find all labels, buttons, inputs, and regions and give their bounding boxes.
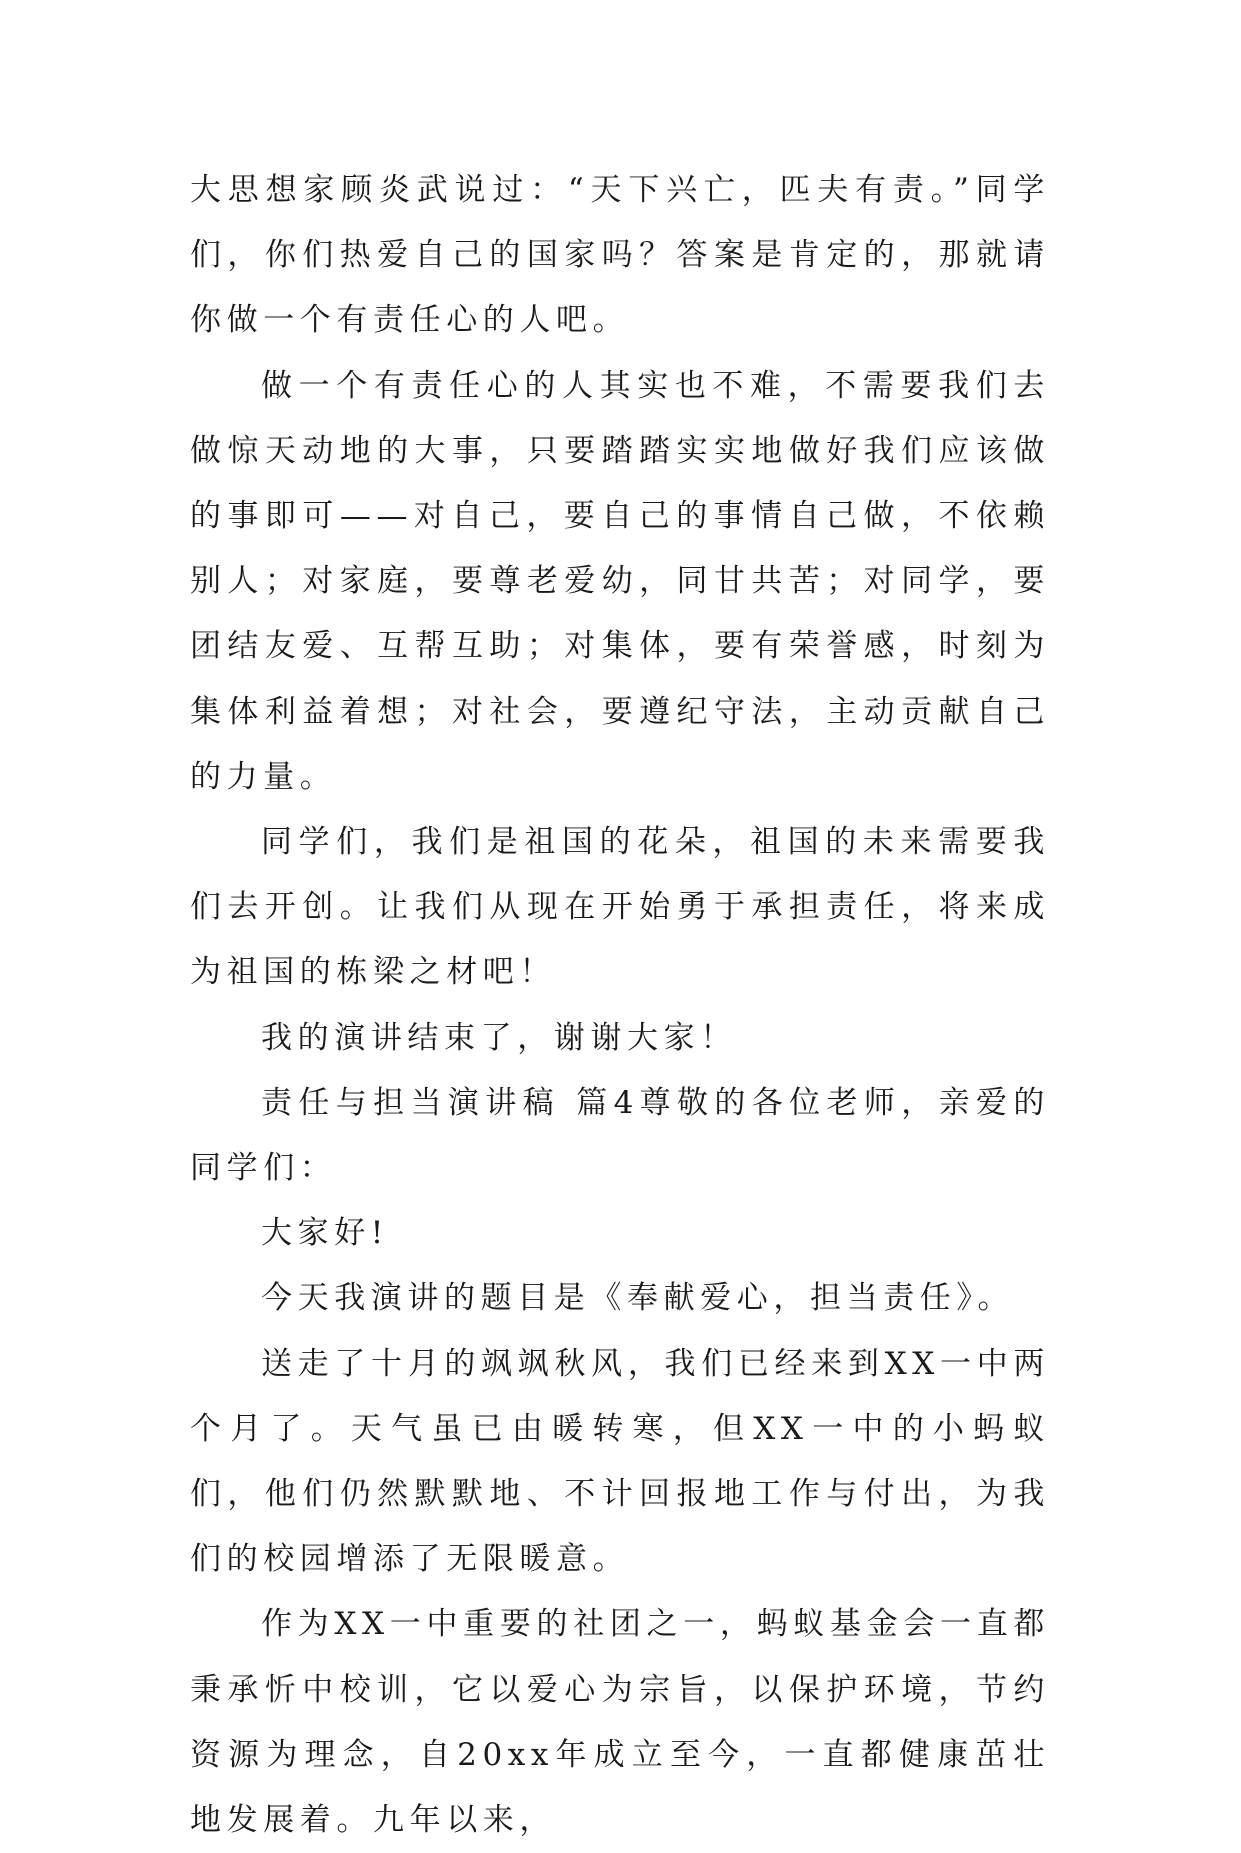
paragraph-1: 大思想家顾炎武说过：“天下兴亡，匹夫有责。”同学们，你们热爱自己的国家吗？答案是肯定的，那就请你做一个有责任心的人吧。 xyxy=(190,172,1050,339)
paragraph-7: 今天我演讲的题目是《奉献爱心，担当责任》。 xyxy=(261,1280,1015,1317)
paragraph-5-section-heading: 责任与担当演讲稿 篇4尊敬的各位老师，亲爱的同学们： xyxy=(190,1084,1050,1187)
paragraph-6-greeting: 大家好! xyxy=(261,1215,389,1252)
paragraph-4: 我的演讲结束了，谢谢大家！ xyxy=(261,1019,737,1056)
paragraph-9: 作为XX一中重要的社团之一，蚂蚁基金会一直都秉承忻中校训，它以爱心为宗旨，以保护环境，节约资源为理念，自20xx年成立至今，一直都健康茁壮地发展着。九年以来， xyxy=(190,1606,1050,1839)
paragraph-3: 同学们，我们是祖国的花朵，祖国的未来需要我们去开创。让我们从现在开始勇于承担责任，将来成为祖国的栋梁之材吧！ xyxy=(190,824,1050,991)
document-body xyxy=(190,158,1050,1853)
paragraph-2: 做一个有责任心的人其实也不难，不需要我们去做惊天动地的大事，只要踏踏实实地做好我们应该做的事即可——对自己，要自己的事情自己做，不依赖别人；对家庭，要尊老爱幼，同甘共苦；对同学，要团结友爱、互帮互助；对集体，要有荣誉感，时刻为集体利益着想；对社会，要遵纪守法，主动贡献自己的力量。 xyxy=(190,367,1050,795)
paragraph-8: 送走了十月的飒飒秋风，我们已经来到XX一中两个月了。天气虽已由暖转寒，但XX一中的小蚂蚁们，他们仍然默默地、不计回报地工作与付出，为我们的校园增添了无限暖意。 xyxy=(190,1345,1050,1578)
